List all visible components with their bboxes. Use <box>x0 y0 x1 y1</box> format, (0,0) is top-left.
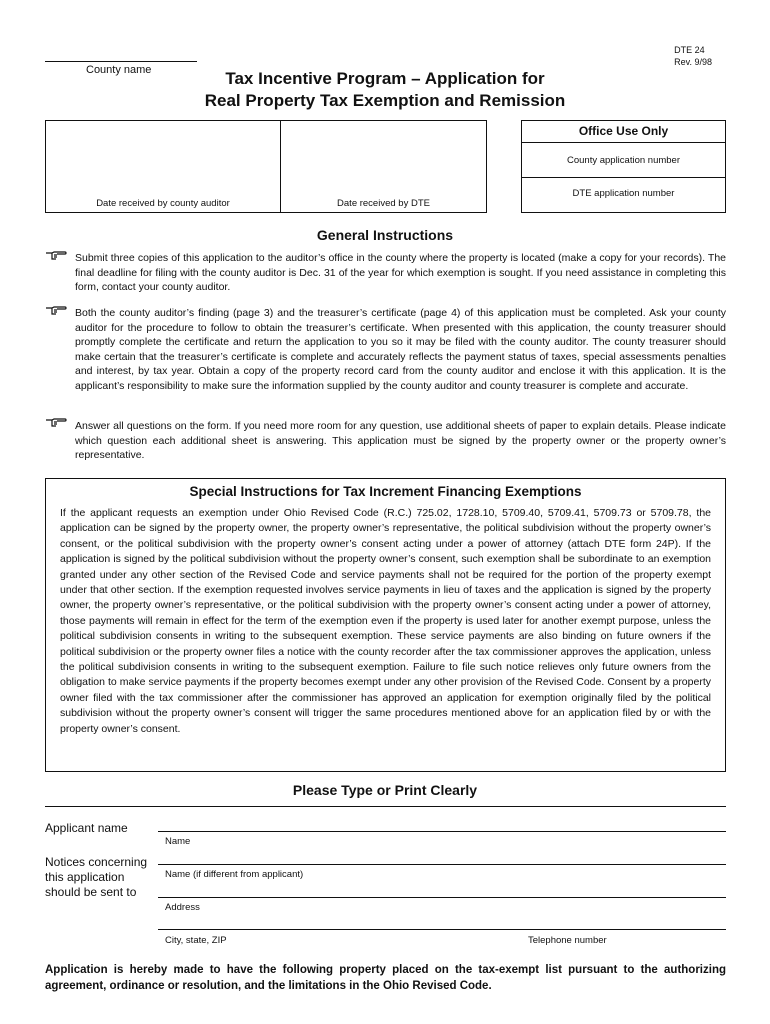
instruction-paragraph-3: Answer all questions on the form. If you need more room for any question, use additional sheets of paper to explain details. Please indicate which question each additional sheet is answering. This application must be signed by the property owner or the property owner’s representative. <box>75 420 726 462</box>
name-caption: Name <box>165 836 191 847</box>
county-application-number-field[interactable]: County application number <box>522 143 725 178</box>
dte-receipt-box[interactable] <box>280 120 487 213</box>
notices-label-line-2: this application <box>45 870 125 884</box>
applicant-name-field[interactable] <box>158 831 726 832</box>
county-name-field[interactable] <box>45 61 197 62</box>
section-divider <box>45 806 726 807</box>
special-instructions-body: If the applicant requests an exemption under Ohio Revised Code (R.C.) 725.02, 1728.10, 5709.40, 5709.41, 5709.73 or 5709.78, the application can be signed by the property owner, the property owner’s representative, the political subdivision without the property owner’s consent, or the political subdivision with the property owner’s consent acting under a power of attorney (attach DTE form 24P). If the application is signed by the political subdivision without the property owner’s consent, such exemption shall be subordinate to an exemption granted under any other section of the Revised Code and service payments shall not be required for the portion of the property exempt under that other section. If the exemption requested involves service payments in lieu of taxes and the application is signed by the property owner, the property owner’s representative, or the political subdivision with the property owner’s consent acting under a power of attorney, those payments will remain in effect for the term of the exemption even if the property is used later for another exempt purpose, unless the political subdivision consents in writing to the subsequent exemption. These service payments are also binding on future owners if the political subdivision or the property owner files a notice with the county recorder after the tax commissioner approves the application, unless the political subdivision consents in writing to the subsequent exemption. Failure to file such notice relieves only future owners from the obligation to make service payments if the property becomes exempt under any other provision of the Revised Code. Consent by a property owner filed with the tax commissioner after the commissioner has approved an application for exemption originally filed by the political subdivision without the property owner’s consent will trigger the same procedures mentioned above for an application filed by or with the property owner’s consent. <box>60 507 711 735</box>
office-use-heading: Office Use Only <box>522 121 725 143</box>
form-id <box>674 44 712 68</box>
special-instructions-heading: Special Instructions for Tax Increment Financing Exemptions <box>189 484 582 499</box>
telephone-caption: Telephone number <box>528 935 607 946</box>
title-line-2: Real Property Tax Exemption and Remission <box>204 91 566 110</box>
print-clearly-heading: Please Type or Print Clearly <box>292 782 478 798</box>
pointing-hand-icon <box>45 417 67 429</box>
address-caption: Address <box>165 902 200 913</box>
notices-label-line-3: should be sent to <box>45 885 137 899</box>
notices-label-line-1: Notices concerning <box>45 855 148 869</box>
notice-name-field[interactable] <box>158 864 726 865</box>
page-title <box>180 68 590 112</box>
pointing-hand-icon <box>45 305 67 317</box>
instruction-paragraph-1: Submit three copies of this application to the auditor’s office in the county where the property is located (make a copy for your records). The final deadline for filing with the county auditor is Dec. 31 of the year for which exemption is sought. If you need assistance in completing this form, contact your county auditor. <box>75 252 726 294</box>
notices-label <box>45 855 147 900</box>
general-instructions-heading: General Instructions <box>316 227 454 243</box>
city-state-zip-caption: City, state, ZIP <box>165 935 227 946</box>
county-name-label: County name <box>86 64 152 76</box>
dte-receipt-label: Date received by DTE <box>337 198 430 209</box>
notice-name-caption: Name (if different from applicant) <box>165 869 304 880</box>
county-auditor-receipt-label: Date received by county auditor <box>96 198 230 209</box>
special-instructions-box <box>45 478 726 772</box>
revision-date: Rev. 9/98 <box>674 57 712 67</box>
dte-application-number-field[interactable]: DTE application number <box>572 188 675 199</box>
address-field[interactable] <box>158 897 726 898</box>
instruction-paragraph-2: Both the county auditor’s finding (page 3) and the treasurer’s certificate (page 4) of this application must be completed. Ask your county auditor for the procedure to follow to obtain the treasurer’s certificate. When presented with this application, the county treasurer should promptly complete the certificate and return the application to you so it may be filed with the county auditor. The county treasurer should make certain that the treasurer’s certificate is complete and accurately reflects the payment status of taxes, special assessments penalties and interest, by tax year. Obtain a copy of the property record card from the county auditor and enclose it with this application. It is the applicant’s responsibility to make sure the information supplied by the county auditor and county treasurer is complete and accurate. <box>75 307 726 392</box>
office-use-box <box>521 120 726 213</box>
city-state-zip-field[interactable] <box>158 929 726 930</box>
application-statement: Application is hereby made to have the following property placed on the tax-exempt list pursuant to the authorizing agreement, ordinance or resolution, and the limitations in the Ohio Revised Code. <box>45 964 726 992</box>
title-line-1: Tax Incentive Program – Application for <box>225 69 545 88</box>
county-auditor-receipt-box[interactable] <box>45 120 281 213</box>
applicant-name-label: Applicant name <box>45 821 128 835</box>
form-number: DTE 24 <box>674 45 705 55</box>
pointing-hand-icon <box>45 250 67 262</box>
